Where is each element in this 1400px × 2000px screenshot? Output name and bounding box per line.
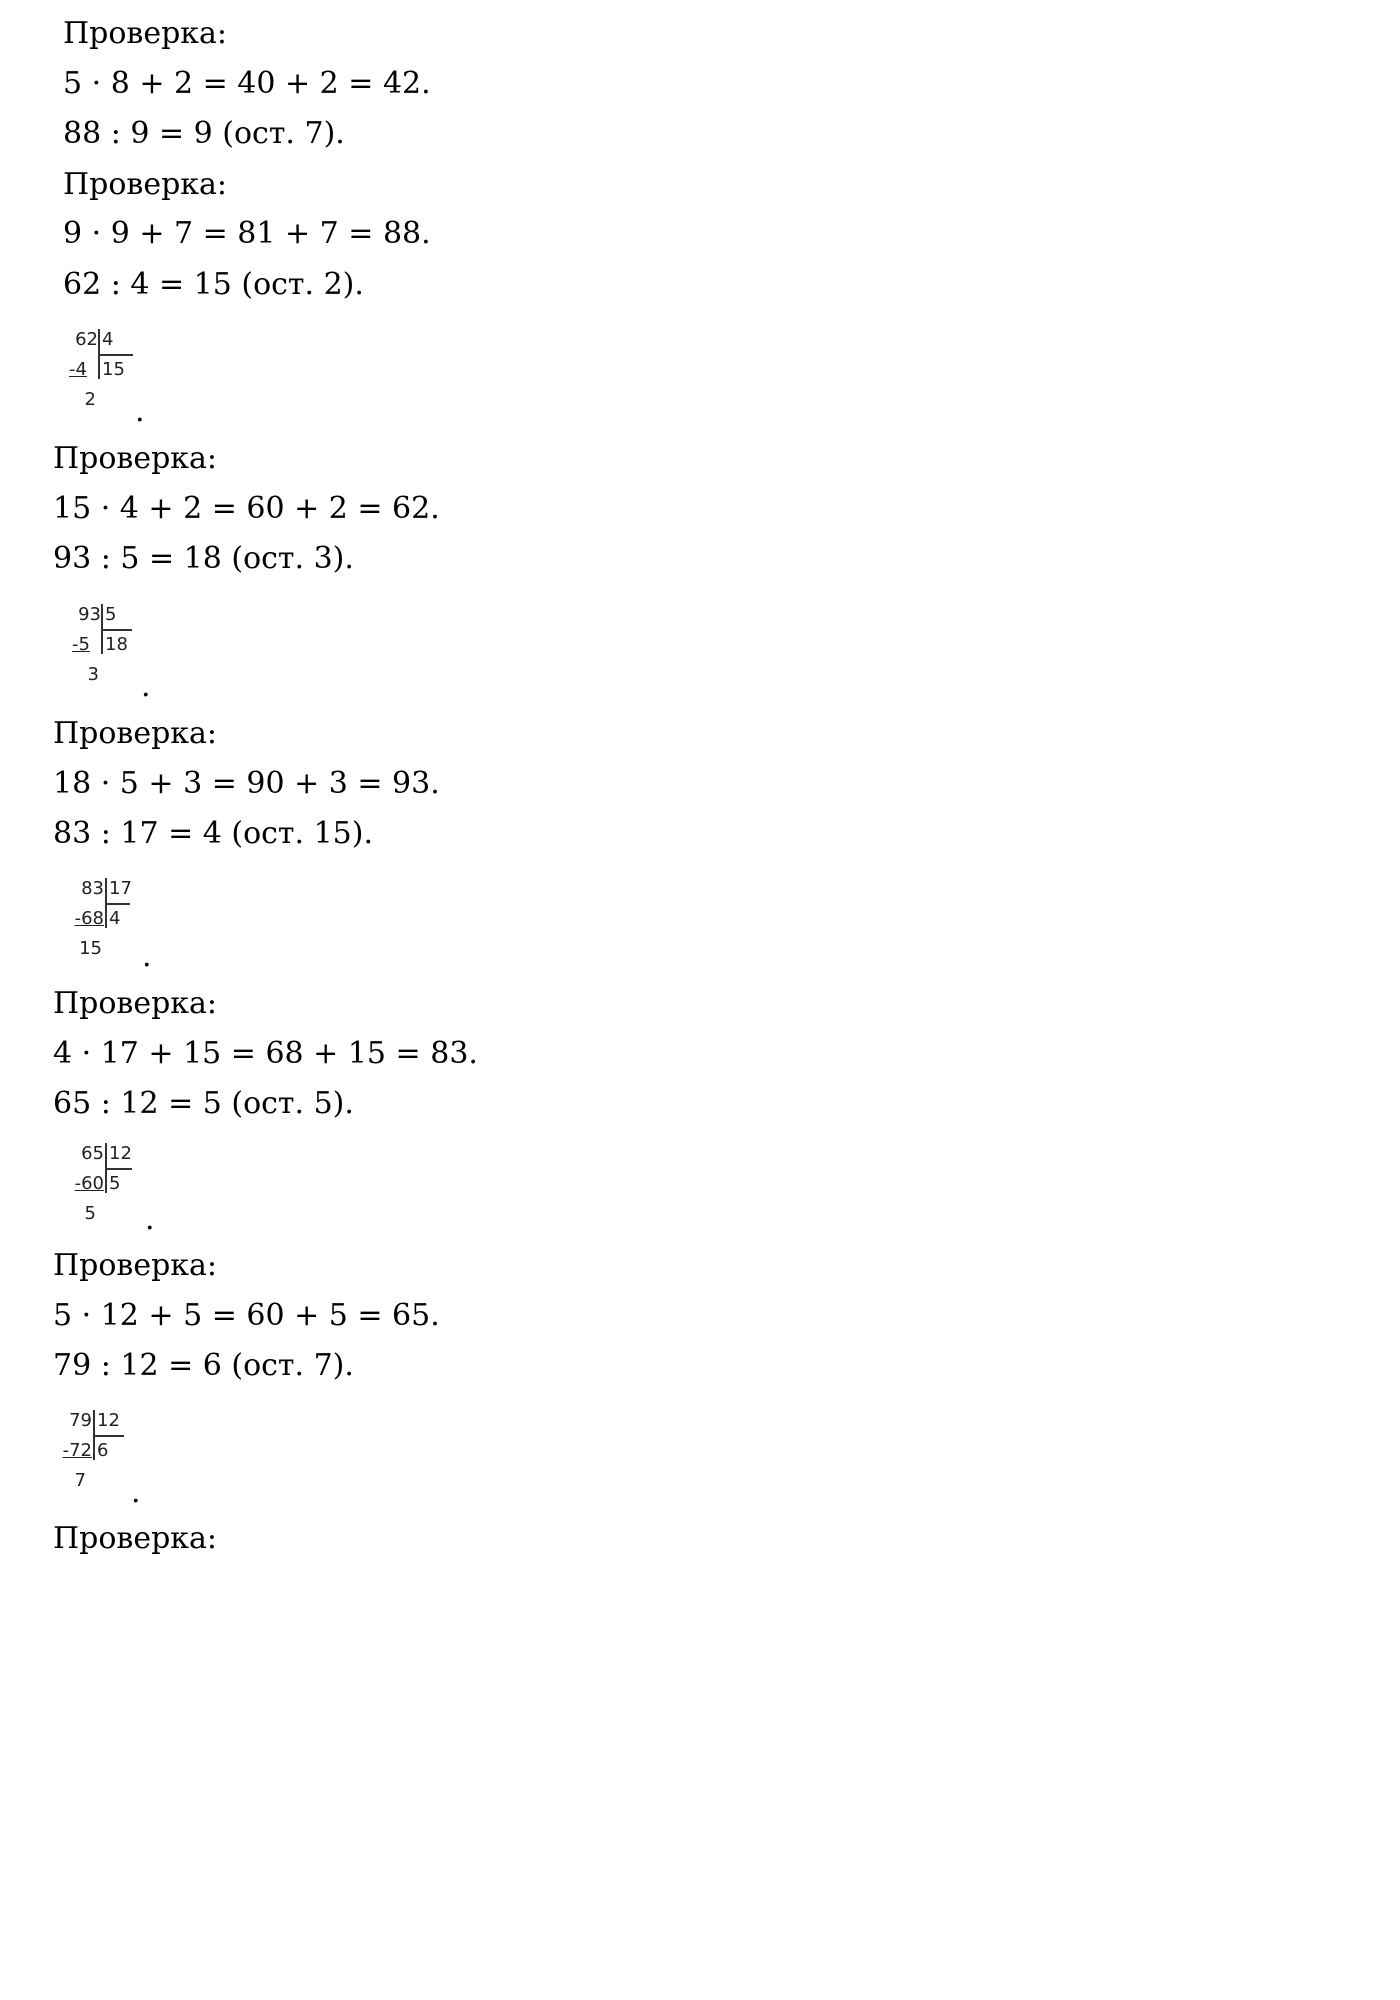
ld-quotient: 5	[109, 1173, 121, 1194]
ld-subtrahend: -5	[72, 634, 90, 655]
check-equation: 9 · 9 + 7 = 81 + 7 = 88.	[63, 216, 431, 251]
check-heading: Проверка:	[53, 441, 218, 476]
ld-remainder: 15	[79, 938, 102, 959]
ld-horizontal-bar	[106, 1168, 132, 1170]
trailing-dot: .	[141, 669, 151, 704]
ld-divisor: 5	[105, 604, 117, 625]
ld-divisor: 17	[109, 878, 132, 899]
ld-subtrahend: -60	[74, 1173, 104, 1194]
long-division	[60, 331, 140, 411]
check-heading: Проверка:	[63, 167, 228, 202]
ld-dividend: 79	[69, 1410, 92, 1431]
long-division	[66, 880, 146, 960]
ld-subtrahend: -72	[62, 1440, 92, 1461]
ld-quotient: 6	[97, 1440, 109, 1461]
check-heading: Проверка:	[53, 716, 218, 751]
division-line: 62 : 4 = 15 (ост. 2).	[63, 267, 364, 302]
ld-subtrahend: -68	[74, 908, 104, 929]
ld-quotient: 18	[105, 634, 128, 655]
ld-remainder: 5	[84, 1203, 96, 1224]
trailing-dot: .	[135, 394, 145, 429]
division-line: 79 : 12 = 6 (ост. 7).	[53, 1348, 354, 1383]
check-equation: 4 · 17 + 15 = 68 + 15 = 83.	[53, 1036, 478, 1071]
long-division	[58, 1412, 138, 1492]
ld-remainder: 3	[87, 664, 99, 685]
check-heading: Проверка:	[53, 1521, 218, 1556]
ld-horizontal-bar	[106, 903, 130, 905]
check-heading: Проверка:	[53, 1248, 218, 1283]
ld-quotient: 15	[102, 359, 125, 380]
ld-dividend: 83	[81, 878, 104, 899]
ld-dividend: 65	[81, 1143, 104, 1164]
check-heading: Проверка:	[63, 16, 228, 51]
long-division	[63, 606, 143, 686]
trailing-dot: .	[142, 939, 152, 974]
check-heading: Проверка:	[53, 986, 218, 1021]
ld-divisor: 12	[109, 1143, 132, 1164]
ld-horizontal-bar	[102, 629, 132, 631]
division-line: 88 : 9 = 9 (ост. 7).	[63, 116, 345, 151]
ld-remainder: 7	[74, 1470, 86, 1491]
ld-dividend: 93	[78, 604, 101, 625]
check-equation: 5 · 8 + 2 = 40 + 2 = 42.	[63, 66, 431, 101]
ld-horizontal-bar	[99, 354, 133, 356]
check-equation: 5 · 12 + 5 = 60 + 5 = 65.	[53, 1298, 440, 1333]
ld-quotient: 4	[109, 908, 121, 929]
ld-remainder: 2	[84, 389, 96, 410]
trailing-dot: .	[131, 1475, 141, 1510]
division-line: 65 : 12 = 5 (ост. 5).	[53, 1086, 354, 1121]
ld-subtrahend: -4	[69, 359, 87, 380]
ld-dividend: 62	[75, 329, 98, 350]
ld-divisor: 12	[97, 1410, 120, 1431]
division-line: 93 : 5 = 18 (ост. 3).	[53, 541, 354, 576]
check-equation: 18 · 5 + 3 = 90 + 3 = 93.	[53, 766, 440, 801]
ld-horizontal-bar	[94, 1435, 124, 1437]
long-division	[66, 1145, 146, 1225]
division-line: 83 : 17 = 4 (ост. 15).	[53, 816, 374, 851]
ld-divisor: 4	[102, 329, 114, 350]
check-equation: 15 · 4 + 2 = 60 + 2 = 62.	[53, 491, 440, 526]
trailing-dot: .	[145, 1202, 155, 1237]
